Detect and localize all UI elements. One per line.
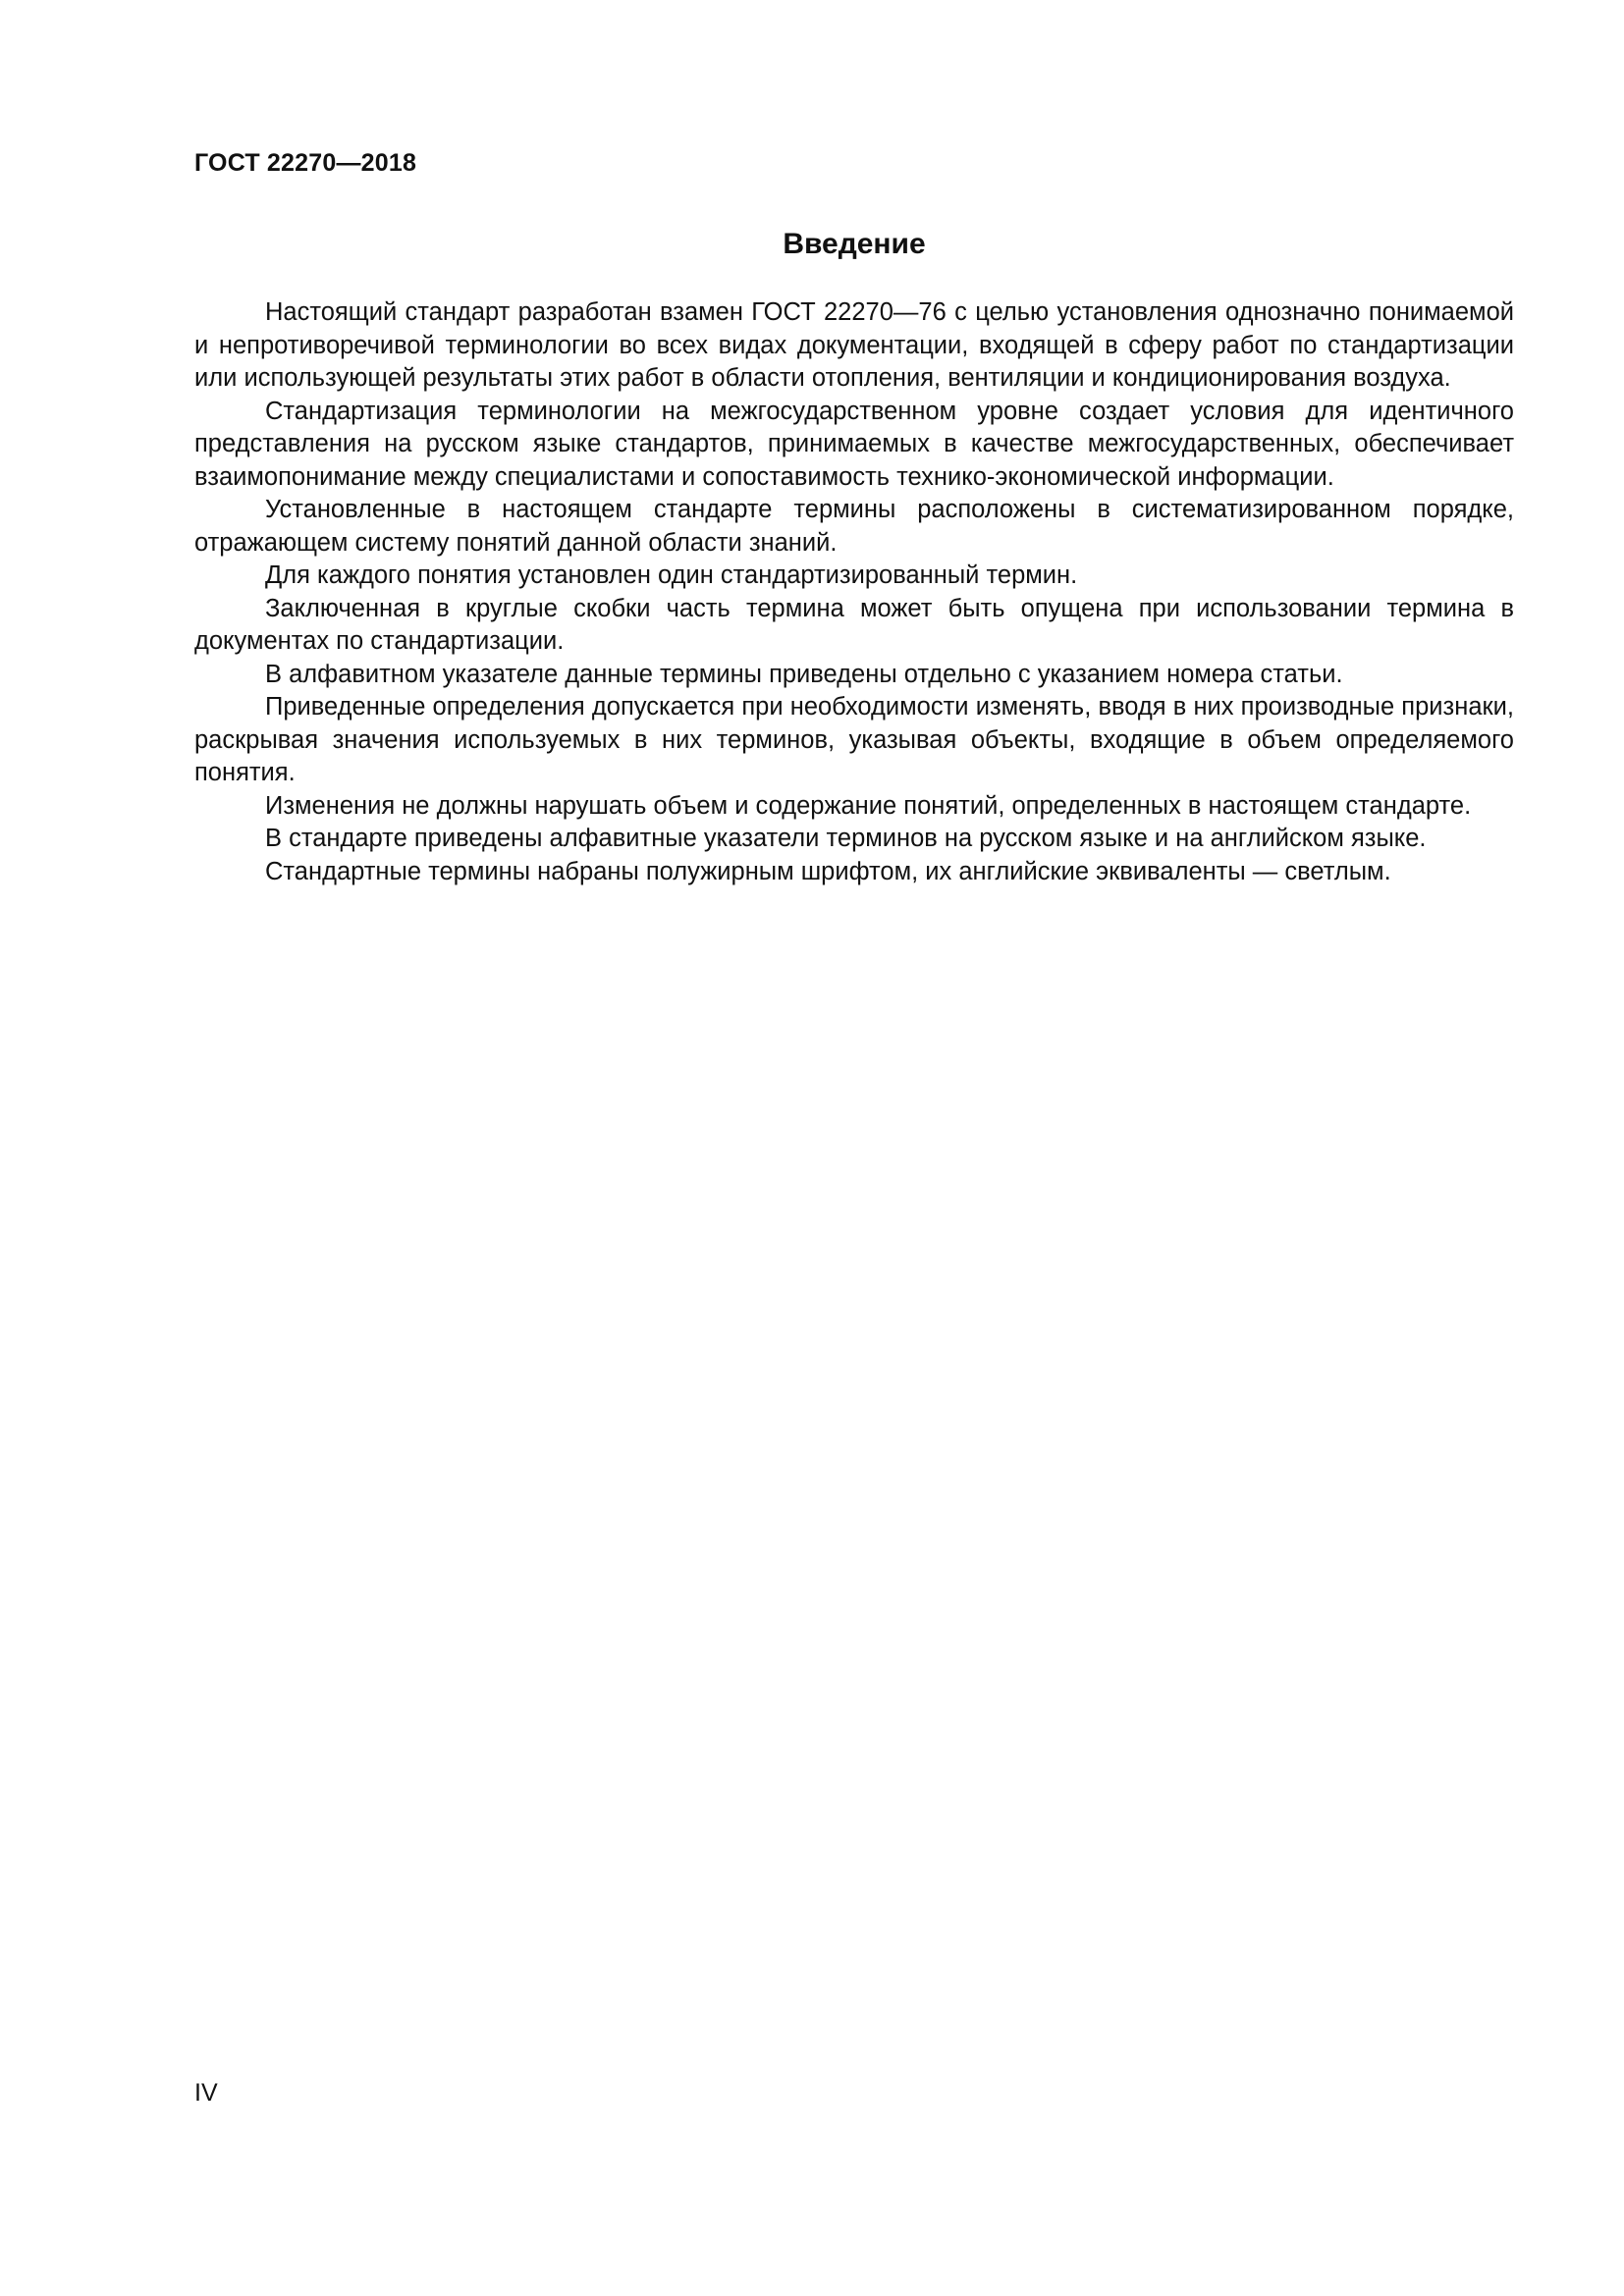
paragraph: Установленные в настоящем стандарте термины расположены в систематизированном порядке, отражающем систему понятий данной области знаний.: [194, 496, 1514, 557]
paragraph: Для каждого понятия установлен один стандартизированный термин.: [265, 561, 1078, 589]
paragraph: Заключенная в круглые скобки часть термина может быть опущена при использовании термина в документах по стандартизации.: [194, 594, 1514, 655]
paragraph: Изменения не должны нарушать объем и содержание понятий, определенных в настоящем стандарте.: [265, 791, 1472, 820]
standard-id-header: ГОСТ 22270—2018: [194, 149, 417, 177]
paragraph: Стандартные термины набраны полужирным шрифтом, их английские эквиваленты — светлым.: [265, 857, 1391, 885]
paragraph: В алфавитном указателе данные термины приведены отдельно с указанием номера статьи.: [265, 660, 1343, 688]
section-title: Введение: [783, 228, 926, 260]
paragraph: Настоящий стандарт разработан взамен ГОСТ 22270—76 с целью установления однозначно понимаемой и непротиворечивой терминологии во всех видах документации, входящей в сферу работ по стандартизации или использующей результаты этих работ в области отопления, вентиляции и кондиционирования воздуха.: [194, 298, 1514, 392]
page-number: IV: [194, 2079, 218, 2107]
paragraph: В стандарте приведены алфавитные указатели терминов на русском языке и на английском языке.: [265, 825, 1427, 852]
paragraph: Стандартизация терминологии на межгосударственном уровне создает условия для идентичного представления на русском языке стандартов, принимаемых в качестве межгосударственных, обеспечивает взаимопонимание между специалистами и сопоставимость технико-экономической информации.: [194, 397, 1514, 491]
paragraph: Приведенные определения допускается при необходимости изменять, вводя в них производные признаки, раскрывая значения используемых в них терминов, указывая объекты, входящие в объем определяемого понятия.: [194, 693, 1514, 786]
introduction-body: [194, 296, 1514, 888]
